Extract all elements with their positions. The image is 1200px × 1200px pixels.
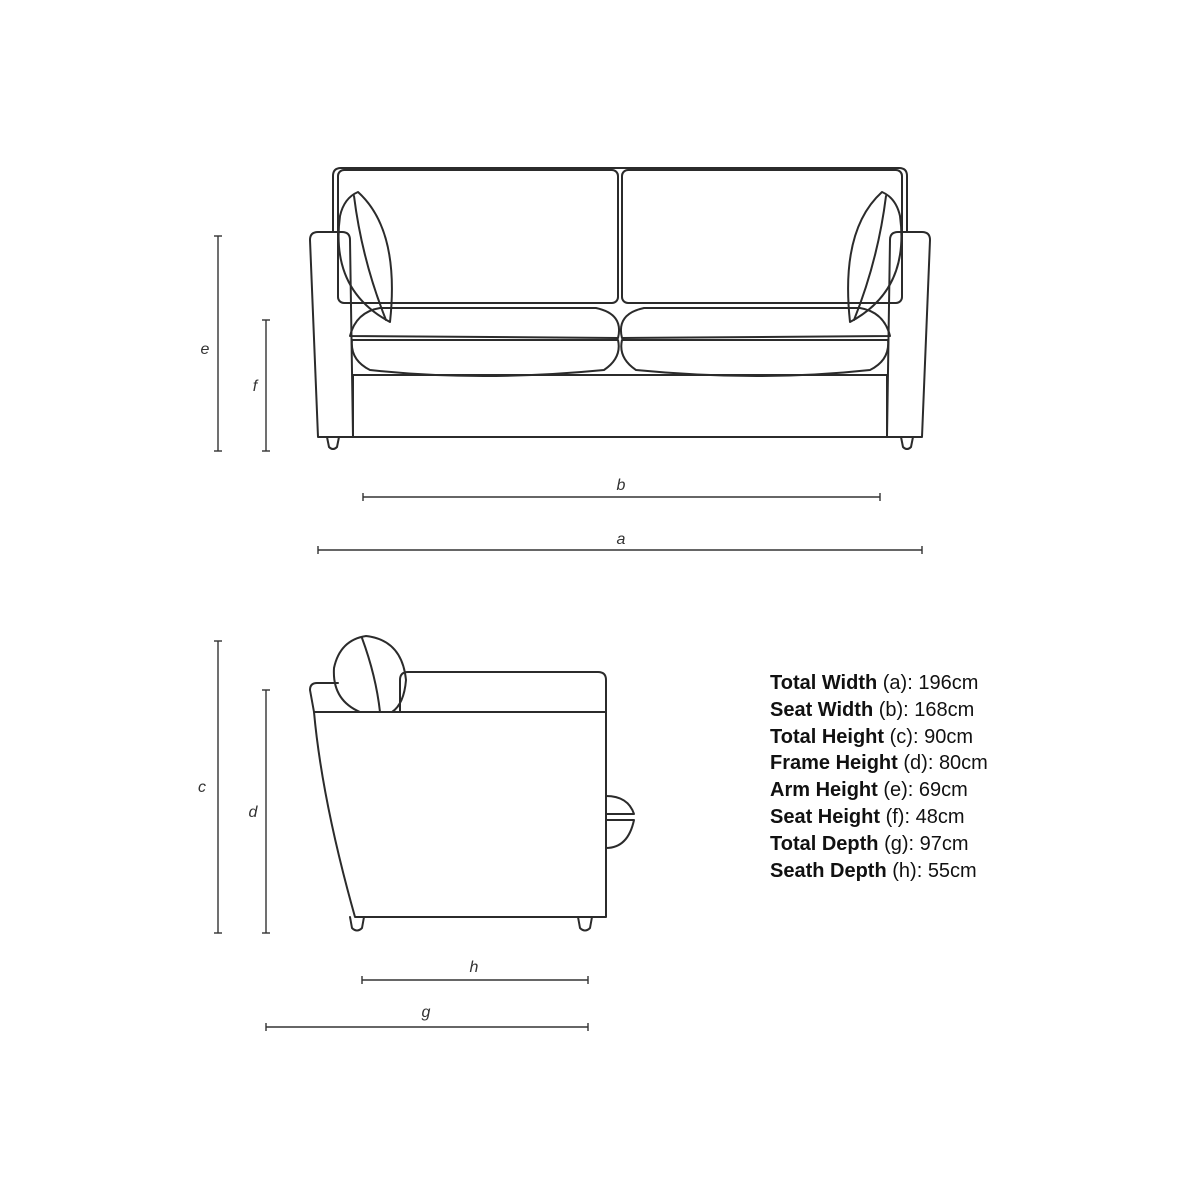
spec-name: Seath Depth xyxy=(770,859,887,882)
spec-row-total-height xyxy=(770,724,988,751)
dimensions-spec-list xyxy=(770,670,988,884)
side-foot-back xyxy=(350,917,364,931)
spec-row-total-depth xyxy=(770,831,988,858)
sofa-front-view xyxy=(310,168,930,449)
back-cushion-left xyxy=(338,170,618,303)
spec-code: (g): xyxy=(884,832,915,855)
arm-left xyxy=(310,232,353,437)
dimension-b xyxy=(363,493,880,501)
spec-code: (d): xyxy=(903,752,934,775)
dimension-e xyxy=(214,236,222,451)
spec-row-total-width xyxy=(770,670,988,697)
side-foot-front xyxy=(578,917,592,931)
spec-value: 90cm xyxy=(924,725,973,748)
side-back-cushion xyxy=(400,672,606,712)
spec-code: (a): xyxy=(882,672,913,694)
spec-value: 55cm xyxy=(927,859,977,882)
spec-name: Seat Height xyxy=(770,805,881,828)
spec-code: (b): xyxy=(878,698,909,721)
dimension-h xyxy=(362,976,588,984)
spec-code: (h): xyxy=(892,859,923,882)
dimension-d xyxy=(262,690,270,933)
spec-value: 69cm xyxy=(918,779,968,802)
spec-code: (f): xyxy=(885,805,911,828)
label-a: a xyxy=(616,531,626,548)
sofa-side-view xyxy=(310,636,634,931)
dimension-c xyxy=(214,641,222,933)
spec-row-seat-depth xyxy=(770,858,988,885)
sofa-base xyxy=(353,375,887,437)
dimension-f xyxy=(262,320,270,451)
spec-name: Arm Height xyxy=(770,779,878,802)
dimension-g xyxy=(266,1023,588,1031)
label-h: h xyxy=(469,959,479,976)
spec-name: Total Height xyxy=(770,725,885,748)
arm-right xyxy=(887,232,930,437)
spec-name: Total Width xyxy=(770,672,878,694)
spec-row-seat-height xyxy=(770,804,988,831)
label-b: b xyxy=(616,477,626,494)
spec-value: 80cm xyxy=(938,752,988,775)
foot-front-right xyxy=(901,437,913,449)
label-c: c xyxy=(198,779,206,796)
spec-value: 48cm xyxy=(915,805,965,828)
seat-cushion-front-right xyxy=(621,340,888,376)
foot-front-left xyxy=(327,437,339,449)
side-frame xyxy=(314,712,606,917)
spec-row-arm-height xyxy=(770,777,988,804)
label-d: d xyxy=(248,804,258,821)
spec-value: 168cm xyxy=(914,698,975,721)
side-seat-cushion xyxy=(606,796,634,848)
spec-name: Seat Width xyxy=(770,698,874,721)
label-g: g xyxy=(421,1004,431,1021)
back-frame xyxy=(333,168,907,232)
spec-row-frame-height xyxy=(770,750,988,777)
back-cushion-right xyxy=(622,170,902,303)
spec-code: (e): xyxy=(883,779,914,802)
spec-value: 97cm xyxy=(919,832,969,855)
spec-name: Total Depth xyxy=(770,832,879,855)
spec-code: (c): xyxy=(889,725,919,748)
label-f: f xyxy=(252,378,258,395)
side-scatter-cushion xyxy=(334,636,406,712)
spec-value: 196cm xyxy=(918,672,979,694)
spec-row-seat-width xyxy=(770,697,988,724)
side-arm xyxy=(310,683,338,712)
label-e: e xyxy=(200,341,210,358)
spec-name: Frame Height xyxy=(770,752,898,775)
seat-cushion-front-left xyxy=(352,340,619,376)
